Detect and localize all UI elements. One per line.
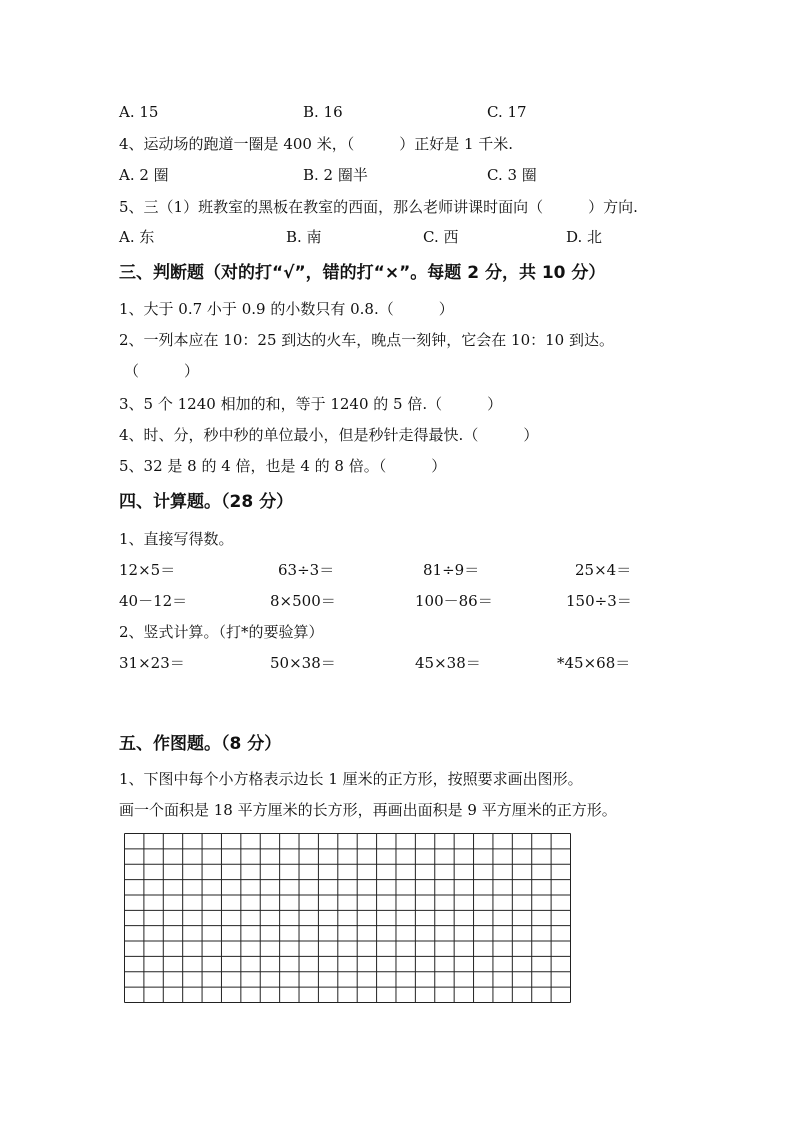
section5-title: 五、作图题。（8 分）: [119, 734, 282, 754]
section4-sub2: 2、竖式计算。（打*的要验算）: [119, 623, 324, 641]
q4-stem: 4、运动场的跑道一圈是 400 米，（ ）正好是 1 千米.: [119, 135, 514, 153]
q3-option-b: B. 16: [303, 103, 343, 121]
vertical-calc-3: 45×38＝: [415, 654, 481, 672]
calc-5: 40－12＝: [119, 592, 188, 610]
section3-item-3: 3、5 个 1240 相加的和，等于 1240 的 5 倍.（ ）: [119, 395, 503, 413]
vertical-calc-2: 50×38＝: [270, 654, 336, 672]
calc-1: 12×5＝: [119, 561, 176, 579]
calc-6: 8×500＝: [270, 592, 336, 610]
q5-option-d: D. 北: [566, 228, 603, 246]
section5-line2: 画一个面积是 18 平方厘米的长方形，再画出面积是 9 平方厘米的正方形。: [119, 801, 617, 819]
q4-option-c: C. 3 圈: [487, 166, 537, 184]
calc-2: 63÷3＝: [278, 561, 335, 579]
section3-item-2-blank: （ ）: [124, 362, 200, 380]
vertical-calc-4: *45×68＝: [557, 654, 631, 672]
calc-3: 81÷9＝: [423, 561, 480, 579]
section3-item-1: 1、大于 0.7 小于 0.9 的小数只有 0.8.（ ）: [119, 300, 454, 318]
q3-option-a: A. 15: [119, 103, 159, 121]
q5-stem: 5、三（1）班教室的黑板在教室的西面，那么老师讲课时面向（ ）方向.: [119, 198, 638, 216]
q4-option-b: B. 2 圈半: [303, 166, 368, 184]
section5-line1: 1、下图中每个小方格表示边长 1 厘米的正方形，按照要求画出图形。: [119, 770, 583, 788]
calc-7: 100－86＝: [415, 592, 493, 610]
section3-item-2: 2、一列本应在 10：25 到达的火车，晚点一刻钟，它会在 10：10 到达。: [119, 331, 614, 349]
q4-option-a: A. 2 圈: [119, 166, 169, 184]
calc-8: 150÷3＝: [566, 592, 632, 610]
q3-option-c: C. 17: [487, 103, 527, 121]
drawing-grid[interactable]: [124, 833, 571, 1003]
section3-title: 三、判断题（对的打“√”，错的打“×”。每题 2 分，共 10 分）: [119, 263, 606, 283]
section4-title: 四、计算题。（28 分）: [119, 492, 294, 512]
section3-item-4: 4、时、分，秒中秒的单位最小，但是秒针走得最快.（ ）: [119, 426, 539, 444]
q5-option-b: B. 南: [286, 228, 322, 246]
vertical-calc-1: 31×23＝: [119, 654, 185, 672]
calc-4: 25×4＝: [575, 561, 632, 579]
q5-option-a: A. 东: [119, 228, 155, 246]
section3-item-5: 5、32 是 8 的 4 倍，也是 4 的 8 倍。（ ）: [119, 457, 447, 475]
q5-option-c: C. 西: [423, 228, 459, 246]
section4-sub1: 1、直接写得数。: [119, 530, 234, 548]
